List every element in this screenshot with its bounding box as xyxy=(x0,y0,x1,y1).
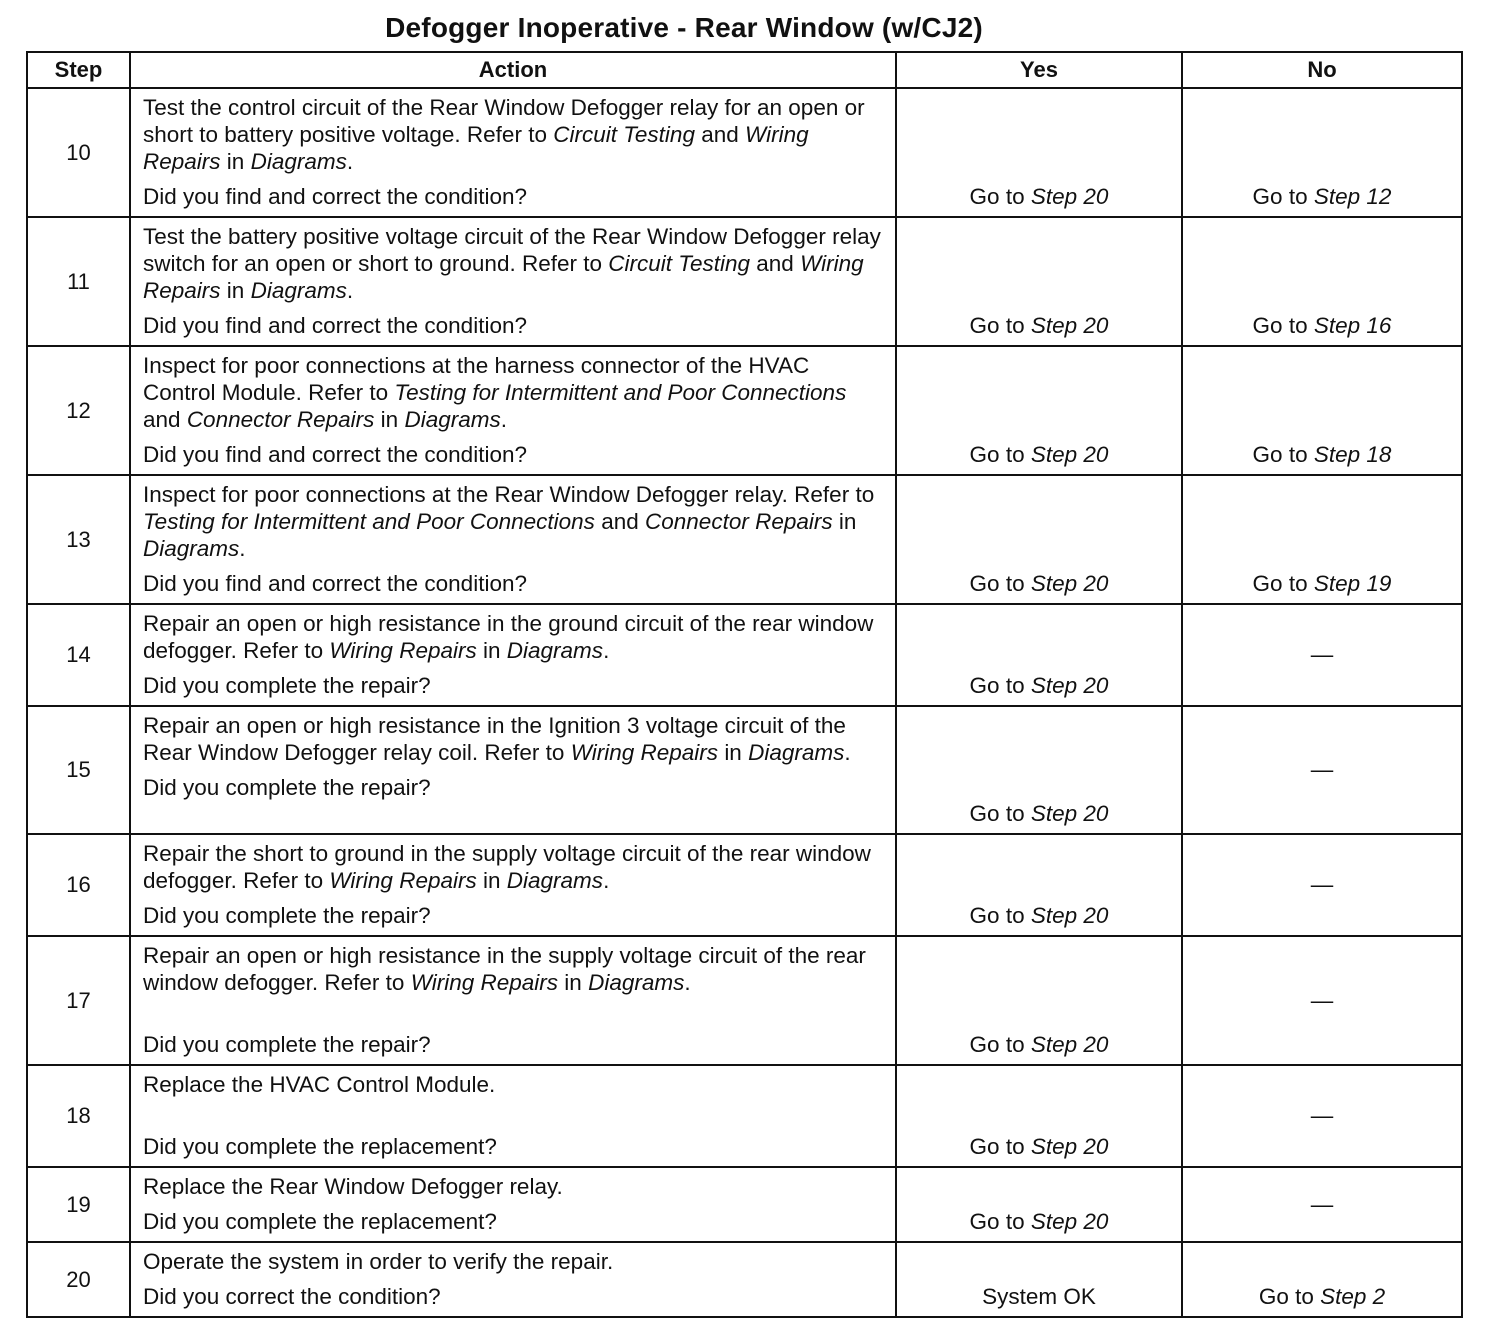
action-instruction: Repair the short to ground in the supply voltage circuit of the rear window defogger. Refer to Wiring Repairs in Diagrams. xyxy=(143,841,871,893)
action-instruction: Test the control circuit of the Rear Window Defogger relay for an open or short to battery positive voltage. Refer to Circuit Testing and Wiring Repairs in Diagrams. xyxy=(143,95,865,174)
table-row xyxy=(27,936,1462,1065)
step-number: 12 xyxy=(27,346,130,475)
no-result: Go to Step 18 xyxy=(1182,346,1462,475)
reference-link: Diagrams xyxy=(250,149,347,174)
yes-result: Go to Step 20 xyxy=(896,217,1182,346)
table-row xyxy=(27,1167,1462,1242)
header-yes: Yes xyxy=(896,52,1182,88)
action-instruction: Repair an open or high resistance in the Ignition 3 voltage circuit of the Rear Window Defogger relay coil. Refer to Wiring Repairs in Diagrams. xyxy=(143,713,851,765)
reference-link: Diagrams xyxy=(588,970,685,995)
action-question: Did you complete the replacement? xyxy=(143,1209,497,1234)
table-row xyxy=(27,706,1462,834)
step-number: 18 xyxy=(27,1065,130,1167)
step-number: 19 xyxy=(27,1167,130,1242)
step-number: 13 xyxy=(27,475,130,604)
step-number: 16 xyxy=(27,834,130,936)
reference-link: Wiring Repairs xyxy=(329,638,477,663)
action-question: Did you find and correct the condition? xyxy=(143,313,527,338)
action-cell xyxy=(130,475,896,604)
action-instruction: Test the battery positive voltage circuit of the Rear Window Defogger relay switch for an open or short to ground. Refer to Circuit Testing and Wiring Repairs in Diagrams. xyxy=(143,224,881,303)
yes-result: Go to Step 20 xyxy=(896,346,1182,475)
step-number: 11 xyxy=(27,217,130,346)
page-title: Defogger Inoperative - Rear Window (w/CJ2) xyxy=(385,12,983,43)
step-number: 10 xyxy=(27,88,130,217)
diagnostic-table xyxy=(26,51,1463,1318)
step-number: 20 xyxy=(27,1242,130,1317)
reference-link: Connector Repairs xyxy=(186,407,375,432)
yes-result: Go to Step 20 xyxy=(896,706,1182,834)
action-instruction: Replace the Rear Window Defogger relay. xyxy=(143,1174,563,1199)
reference-link: Testing for Intermittent and Poor Connections xyxy=(143,509,595,534)
action-cell xyxy=(130,706,896,834)
no-result: — xyxy=(1182,1167,1462,1242)
action-instruction: Repair an open or high resistance in the ground circuit of the rear window defogger. Refer to Wiring Repairs in Diagrams. xyxy=(143,611,874,663)
no-result: Go to Step 16 xyxy=(1182,217,1462,346)
step-number: 15 xyxy=(27,706,130,834)
step-number: 17 xyxy=(27,936,130,1065)
reference-link: Wiring Repairs xyxy=(143,251,864,303)
reference-link: Testing for Intermittent and Poor Connections xyxy=(394,380,847,405)
no-result: — xyxy=(1182,706,1462,834)
reference-link: Diagrams xyxy=(404,407,501,432)
action-question: Did you correct the condition? xyxy=(143,1284,441,1309)
no-result: — xyxy=(1182,834,1462,936)
table-row xyxy=(27,346,1462,475)
yes-result: Go to Step 20 xyxy=(896,834,1182,936)
action-cell xyxy=(130,346,896,475)
table-row xyxy=(27,88,1462,217)
reference-link: Diagrams xyxy=(143,536,240,561)
header-step: Step xyxy=(27,52,130,88)
table-row xyxy=(27,604,1462,706)
reference-link: Diagrams xyxy=(748,740,845,765)
no-result: — xyxy=(1182,604,1462,706)
step-number: 14 xyxy=(27,604,130,706)
no-result: Go to Step 2 xyxy=(1182,1242,1462,1317)
action-question: Did you complete the repair? xyxy=(143,1032,431,1057)
action-cell xyxy=(130,1065,896,1167)
action-question: Did you complete the repair? xyxy=(143,903,431,928)
no-result: — xyxy=(1182,936,1462,1065)
action-question: Did you find and correct the condition? xyxy=(143,442,527,467)
action-instruction: Inspect for poor connections at the harness connector of the HVAC Control Module. Refer to Testing for Intermittent and Poor Connections and Connector Repairs in Diagrams. xyxy=(143,353,847,432)
table-row xyxy=(27,475,1462,604)
action-cell xyxy=(130,604,896,706)
action-instruction: Replace the HVAC Control Module. xyxy=(143,1072,496,1097)
action-cell xyxy=(130,936,896,1065)
action-instruction: Repair an open or high resistance in the supply voltage circuit of the rear window defogger. Refer to Wiring Repairs in Diagrams. xyxy=(143,943,866,995)
action-cell xyxy=(130,88,896,217)
yes-result: Go to Step 20 xyxy=(896,1065,1182,1167)
table-row xyxy=(27,1242,1462,1317)
action-instruction: Inspect for poor connections at the Rear Window Defogger relay. Refer to Testing for Intermittent and Poor Connections and Connector Repairs in Diagrams. xyxy=(143,482,875,561)
action-instruction: Operate the system in order to verify the repair. xyxy=(143,1249,614,1274)
reference-link: Wiring Repairs xyxy=(143,122,809,174)
yes-result: Go to Step 20 xyxy=(896,604,1182,706)
yes-result: Go to Step 20 xyxy=(896,936,1182,1065)
reference-link: Circuit Testing xyxy=(608,251,750,276)
no-result: Go to Step 19 xyxy=(1182,475,1462,604)
yes-result: Go to Step 20 xyxy=(896,88,1182,217)
action-cell xyxy=(130,1167,896,1242)
yes-result: Go to Step 20 xyxy=(896,1167,1182,1242)
action-question: Did you find and correct the condition? xyxy=(143,184,527,209)
no-result: — xyxy=(1182,1065,1462,1167)
yes-result: System OK xyxy=(896,1242,1182,1317)
header-action: Action xyxy=(130,52,896,88)
header-no: No xyxy=(1182,52,1462,88)
reference-link: Diagrams xyxy=(506,638,604,663)
action-question: Did you complete the repair? xyxy=(143,673,431,698)
reference-link: Wiring Repairs xyxy=(410,970,559,995)
action-cell xyxy=(130,834,896,936)
reference-link: Connector Repairs xyxy=(645,509,833,534)
reference-link: Diagrams xyxy=(506,868,604,893)
table-row xyxy=(27,834,1462,936)
no-result: Go to Step 12 xyxy=(1182,88,1462,217)
table-row xyxy=(27,217,1462,346)
table-header-row xyxy=(27,52,1462,88)
reference-link: Wiring Repairs xyxy=(329,868,477,893)
yes-result: Go to Step 20 xyxy=(896,475,1182,604)
reference-link: Diagrams xyxy=(250,278,347,303)
reference-link: Circuit Testing xyxy=(553,122,695,147)
reference-link: Wiring Repairs xyxy=(570,740,719,765)
action-question: Did you complete the repair? xyxy=(143,775,431,800)
action-cell xyxy=(130,1242,896,1317)
action-question: Did you find and correct the condition? xyxy=(143,571,527,596)
action-cell xyxy=(130,217,896,346)
action-question: Did you complete the replacement? xyxy=(143,1134,497,1159)
table-row xyxy=(27,1065,1462,1167)
